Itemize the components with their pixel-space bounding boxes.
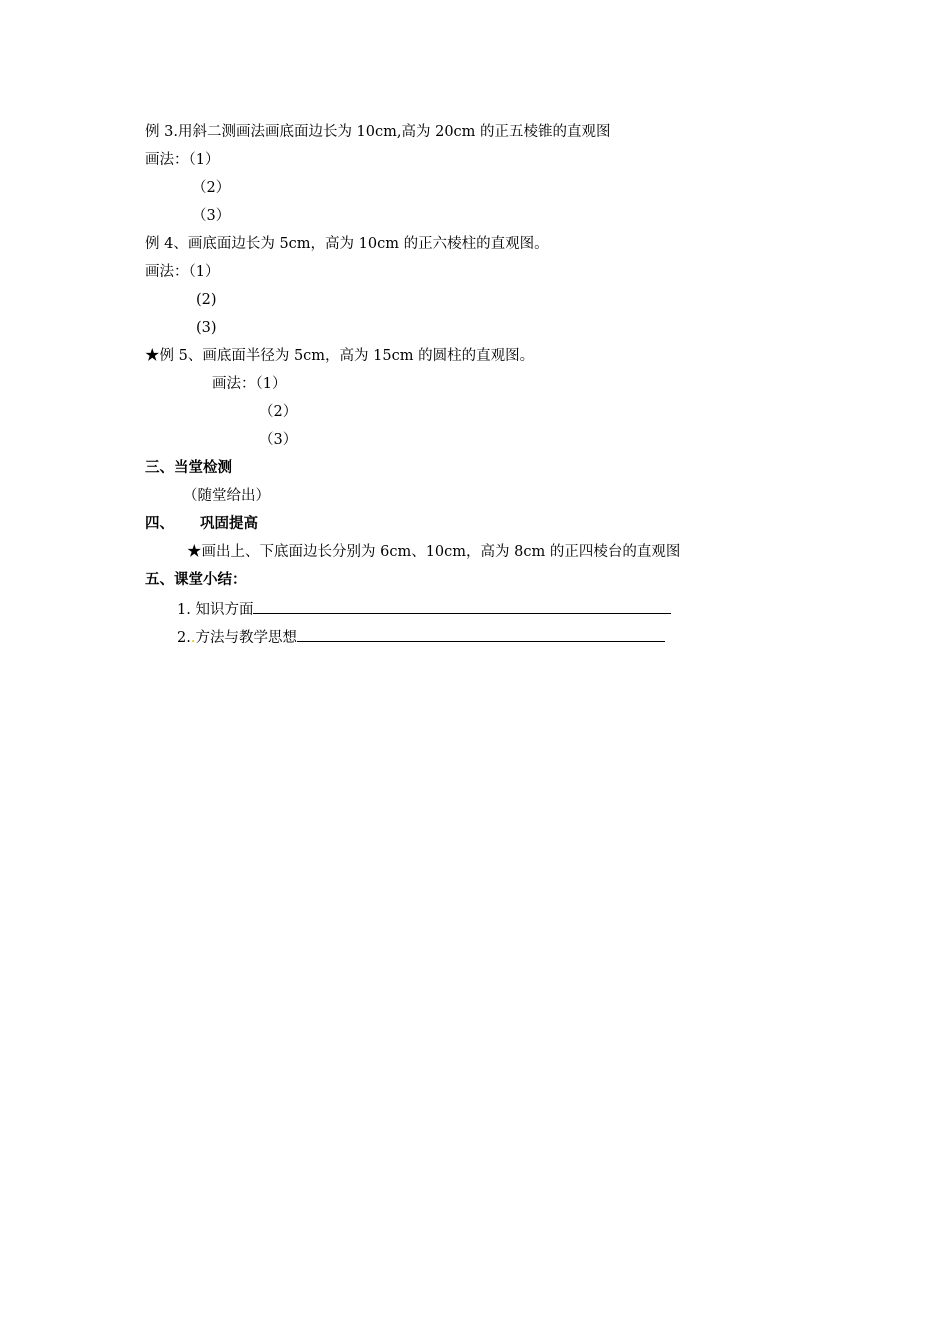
example-4-title: 例 4、画底面边长为 5cm，高为 10cm 的正六棱柱的直观图。 [145,236,549,252]
section-3-heading: 三、当堂检测 [145,460,232,476]
summary-item-2-label: 方法与教学思想 [195,630,297,646]
example-3-method: 画法：（1） [145,152,220,168]
section-4-task: ★画出上、下底面边长分别为 6cm、10cm，高为 8cm 的正四棱台的直观图 [187,544,681,560]
example-4-method: 画法：（1） [145,264,220,280]
example-5-title: ★例 5、画底面半径为 5cm，高为 15cm 的圆柱的直观图。 [145,348,535,364]
example-5-step-2: （2） [259,404,298,420]
section-5-heading: 五、课堂小结： [145,572,247,588]
section-4-number: 四、 [145,516,174,532]
example-3-step-2: （2） [192,180,231,196]
summary-item-2-number: 2. [177,630,191,646]
yellow-dot-mark: . [190,630,196,646]
example-4-step-2: (2) [196,292,217,308]
section-3-note: （随堂给出） [183,488,270,504]
summary-item-1-label: 1. 知识方面 [177,602,254,618]
section-4-title: 巩固提高 [200,516,258,532]
example-3-title: 例 3.用斜二测画法画底面边长为 10cm,高为 20cm 的正五棱锥的直观图 [145,124,611,140]
summary-item-2 [177,626,665,646]
section-4-heading [145,514,258,534]
example-5-step-3: （3） [259,432,298,448]
summary-item-1 [177,598,671,618]
example-4-step-3: (3) [196,320,217,336]
example-5-method: 画法：（1） [212,376,287,392]
summary-item-2-blank[interactable] [297,626,665,642]
example-3-step-3: （3） [192,208,231,224]
summary-item-1-blank[interactable] [253,598,671,614]
